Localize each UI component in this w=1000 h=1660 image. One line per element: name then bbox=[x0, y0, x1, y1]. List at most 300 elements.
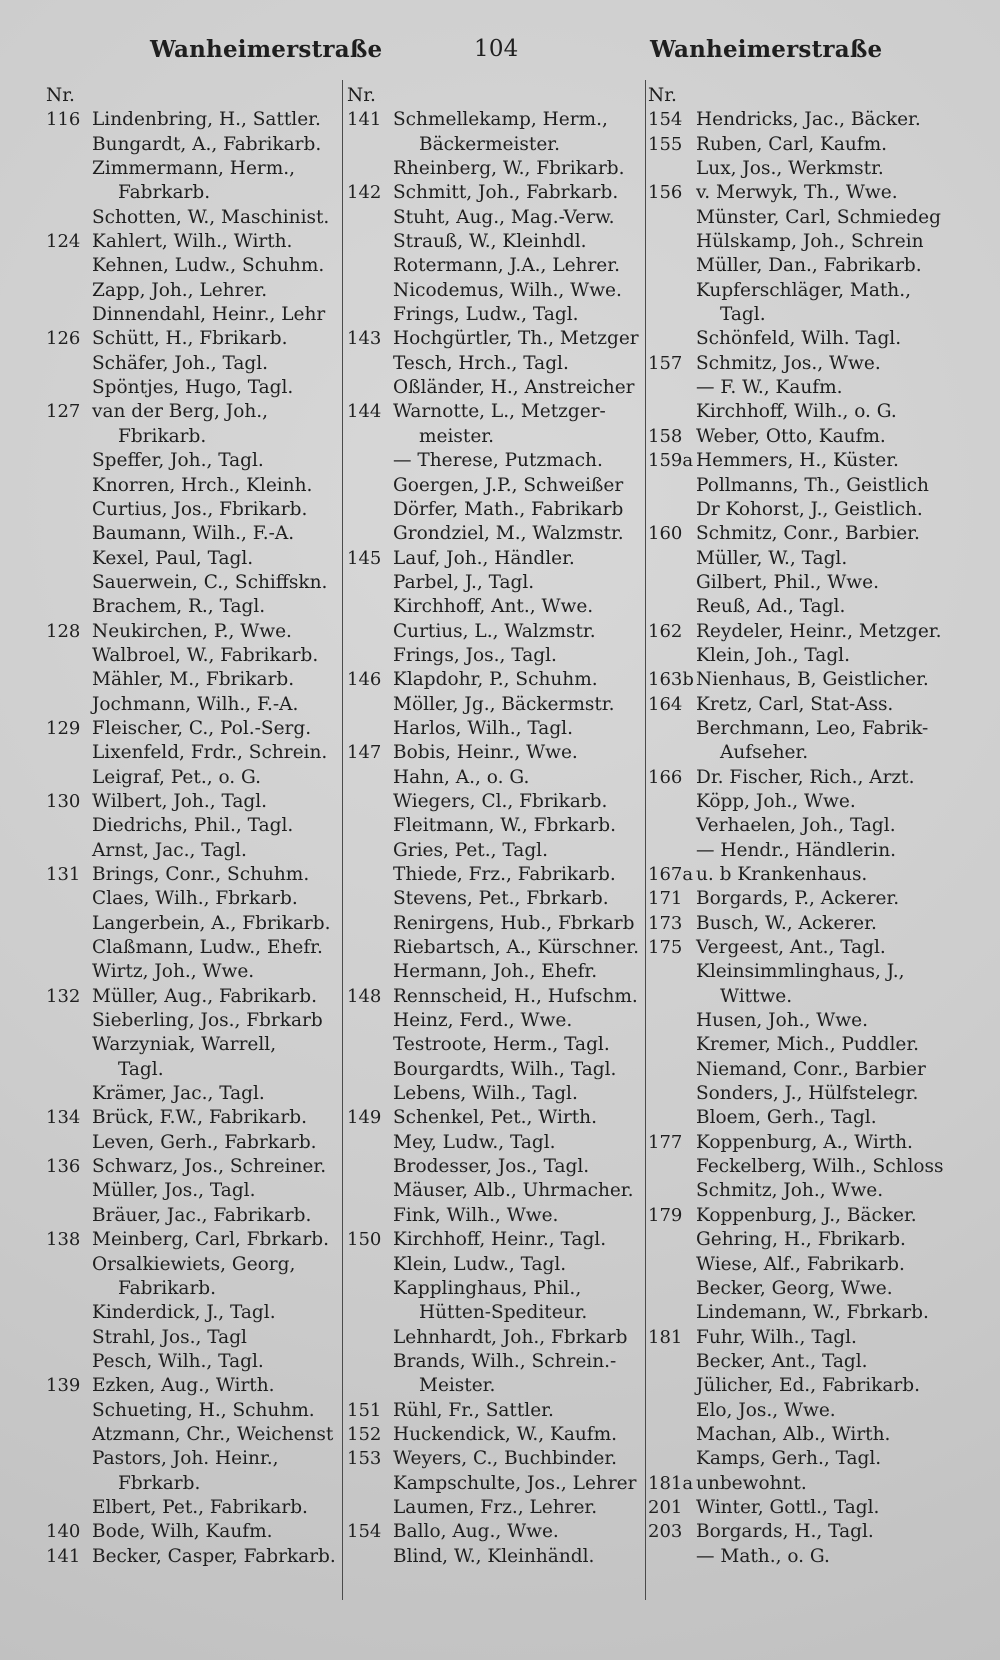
directory-entry bbox=[648, 1033, 948, 1057]
resident-text: Schenkel, Pet., Wirth. bbox=[393, 1107, 597, 1129]
resident-text: Schotten, W., Maschinist. bbox=[92, 206, 330, 228]
directory-entry bbox=[46, 376, 346, 400]
directory-entry bbox=[347, 1447, 641, 1471]
directory-entry bbox=[648, 936, 948, 960]
resident-text: Schwarz, Jos., Schreiner. bbox=[92, 1156, 327, 1178]
directory-entry bbox=[46, 1277, 346, 1301]
street-header-left: Wanheimerstraße bbox=[150, 36, 383, 63]
directory-entry bbox=[46, 522, 346, 546]
directory-entry bbox=[347, 1204, 641, 1228]
house-number: 151 bbox=[347, 1399, 382, 1421]
directory-entry bbox=[46, 181, 346, 205]
resident-text: Mähler, M., Fbrikarb. bbox=[92, 669, 295, 691]
resident-text: Mey, Ludw., Tagl. bbox=[393, 1131, 556, 1153]
directory-entry bbox=[347, 230, 641, 254]
resident-text: Elbert, Pet., Fabrikarb. bbox=[92, 1496, 308, 1518]
resident-text: Brück, F.W., Fabrikarb. bbox=[92, 1107, 307, 1129]
resident-text: Neukirchen, P., Wwe. bbox=[92, 620, 292, 642]
resident-text: Walbroel, W., Fabrikarb. bbox=[92, 644, 319, 666]
house-number: 128 bbox=[46, 620, 81, 642]
directory-entry bbox=[347, 620, 641, 644]
directory-entry bbox=[648, 1155, 948, 1179]
directory-entry bbox=[648, 1545, 948, 1569]
resident-text: Brodesser, Jos., Tagl. bbox=[393, 1156, 590, 1178]
resident-text: Dinnendahl, Heinr., Lehr bbox=[92, 304, 326, 326]
directory-entry bbox=[347, 1520, 641, 1544]
directory-entry bbox=[648, 474, 948, 498]
resident-text: Müller, W., Tagl. bbox=[696, 547, 848, 569]
directory-entry bbox=[648, 157, 948, 181]
resident-text: Kirchhoff, Heinr., Tagl. bbox=[393, 1229, 607, 1251]
directory-entry bbox=[347, 1106, 641, 1130]
directory-entry bbox=[347, 1009, 641, 1033]
directory-entry bbox=[46, 1033, 346, 1057]
resident-text: Curtius, Jos., Fbrikarb. bbox=[92, 498, 308, 520]
house-number: 159a bbox=[648, 450, 694, 472]
resident-text: Fink, Wilh., Wwe. bbox=[393, 1204, 559, 1226]
resident-text: Nienhaus, B, Geistlicher. bbox=[696, 669, 929, 691]
directory-entry bbox=[648, 1228, 948, 1252]
resident-text: Becker, Ant., Tagl. bbox=[696, 1350, 868, 1372]
resident-text: Fleitmann, W., Fbrkarb. bbox=[393, 815, 616, 837]
directory-entry bbox=[46, 912, 346, 936]
resident-text: Frings, Ludw., Tagl. bbox=[393, 304, 579, 326]
resident-text: Elo, Jos., Wwe. bbox=[696, 1399, 836, 1421]
page-number: 104 bbox=[474, 36, 519, 62]
directory-entry bbox=[648, 303, 948, 327]
resident-text: Bungardt, A., Fabrikarb. bbox=[92, 133, 322, 155]
directory-entry bbox=[347, 790, 641, 814]
directory-entry bbox=[648, 960, 948, 984]
nr-heading bbox=[46, 84, 346, 108]
directory-entry bbox=[347, 693, 641, 717]
house-number: 175 bbox=[648, 937, 683, 959]
directory-entry bbox=[46, 717, 346, 741]
directory-entry bbox=[648, 1423, 948, 1447]
directory-entry bbox=[347, 254, 641, 278]
resident-text: Gehring, H., Fbrikarb. bbox=[696, 1229, 906, 1251]
resident-text: Ezken, Aug., Wirth. bbox=[92, 1375, 275, 1397]
resident-text: Testroote, Herm., Tagl. bbox=[393, 1034, 610, 1056]
directory-entry bbox=[347, 1472, 641, 1496]
column-3 bbox=[648, 84, 948, 1654]
resident-text: Hütten-Spediteur. bbox=[419, 1302, 588, 1324]
house-number: 154 bbox=[648, 109, 683, 131]
resident-text: Dr Kohorst, J., Geistlich. bbox=[696, 498, 923, 520]
house-number: 148 bbox=[347, 985, 382, 1007]
directory-entry bbox=[648, 425, 948, 449]
directory-entry bbox=[648, 863, 948, 887]
directory-entry bbox=[648, 1399, 948, 1423]
resident-text: Hemmers, H., Küster. bbox=[696, 450, 899, 472]
resident-text: Klapdohr, P., Schuhm. bbox=[393, 669, 598, 691]
directory-entry bbox=[46, 1423, 346, 1447]
house-number: 116 bbox=[46, 109, 81, 131]
directory-entry bbox=[648, 1058, 948, 1082]
resident-text: Baumann, Wilh., F.-A. bbox=[92, 523, 295, 545]
directory-entry bbox=[46, 206, 346, 230]
directory-entry bbox=[648, 1009, 948, 1033]
directory-entry bbox=[347, 376, 641, 400]
directory-entry bbox=[648, 254, 948, 278]
resident-text: Gries, Pet., Tagl. bbox=[393, 839, 548, 861]
resident-text: Wittwe. bbox=[720, 985, 793, 1007]
house-number: 160 bbox=[648, 523, 683, 545]
directory-entry bbox=[347, 1326, 641, 1350]
directory-entry bbox=[347, 936, 641, 960]
directory-entry bbox=[46, 1228, 346, 1252]
directory-entry bbox=[46, 741, 346, 765]
house-number: 132 bbox=[46, 985, 81, 1007]
house-number: 124 bbox=[46, 231, 81, 253]
directory-entry bbox=[648, 887, 948, 911]
resident-text: Köpp, Joh., Wwe. bbox=[696, 790, 856, 812]
resident-text: Berchmann, Leo, Fabrik- bbox=[696, 717, 929, 739]
resident-text: Lindenbring, H., Sattler. bbox=[92, 109, 321, 131]
house-number: 152 bbox=[347, 1423, 382, 1445]
directory-entry bbox=[648, 1301, 948, 1325]
directory-entry bbox=[648, 1179, 948, 1203]
directory-entry bbox=[648, 133, 948, 157]
resident-text: Mäuser, Alb., Uhrmacher. bbox=[393, 1180, 634, 1202]
directory-entry bbox=[648, 985, 948, 1009]
resident-text: Borgards, P., Ackerer. bbox=[696, 888, 900, 910]
resident-text: Fbrkarb. bbox=[118, 1472, 201, 1494]
resident-text: Becker, Casper, Fabrkarb. bbox=[92, 1545, 336, 1567]
resident-text: Aufseher. bbox=[720, 742, 809, 764]
directory-entry bbox=[46, 1009, 346, 1033]
house-number: 131 bbox=[46, 864, 81, 885]
resident-text: Niemand, Conr., Barbier bbox=[696, 1058, 926, 1080]
directory-entry bbox=[46, 425, 346, 449]
directory-entry bbox=[347, 157, 641, 181]
resident-text: Münster, Carl, Schmiedeg bbox=[696, 206, 941, 228]
directory-entry bbox=[347, 1423, 641, 1447]
directory-entry bbox=[46, 936, 346, 960]
directory-entry bbox=[46, 1131, 346, 1155]
resident-text: Stuht, Aug., Mag.-Verw. bbox=[393, 206, 615, 228]
directory-entry bbox=[46, 474, 346, 498]
directory-entry bbox=[347, 960, 641, 984]
directory-entry bbox=[648, 547, 948, 571]
resident-text: Rotermann, J.A., Lehrer. bbox=[393, 255, 620, 277]
directory-entry bbox=[648, 1106, 948, 1130]
directory-entry bbox=[46, 790, 346, 814]
resident-text: Kirchhoff, Ant., Wwe. bbox=[393, 596, 594, 618]
directory-entry bbox=[46, 133, 346, 157]
directory-entry bbox=[648, 352, 948, 376]
resident-text: Rühl, Fr., Sattler. bbox=[393, 1399, 554, 1421]
directory-entry bbox=[46, 1399, 346, 1423]
house-number: 142 bbox=[347, 182, 382, 204]
resident-text: Ruben, Carl, Kaufm. bbox=[696, 133, 888, 155]
resident-text: Vergeest, Ant., Tagl. bbox=[696, 937, 886, 959]
directory-entry bbox=[648, 790, 948, 814]
directory-entry bbox=[347, 206, 641, 230]
resident-text: Brings, Conr., Schuhm. bbox=[92, 864, 310, 885]
directory-entry bbox=[46, 960, 346, 984]
directory-entry bbox=[648, 668, 948, 692]
house-number: 129 bbox=[46, 717, 81, 739]
directory-entry bbox=[648, 571, 948, 595]
house-number: 164 bbox=[648, 693, 683, 715]
house-number: 177 bbox=[648, 1131, 683, 1153]
street-header-right: Wanheimerstraße bbox=[650, 36, 883, 63]
directory-entry bbox=[46, 279, 346, 303]
resident-text: Wilbert, Joh., Tagl. bbox=[92, 790, 268, 812]
resident-text: Schäfer, Joh., Tagl. bbox=[92, 352, 269, 374]
resident-text: Feckelberg, Wilh., Schloss bbox=[696, 1156, 944, 1178]
directory-entry bbox=[648, 108, 948, 132]
directory-entry bbox=[347, 327, 641, 351]
resident-text: Schmitz, Conr., Barbier. bbox=[696, 523, 920, 545]
directory-entry bbox=[648, 1082, 948, 1106]
resident-text: Rheinberg, W., Fbrikarb. bbox=[393, 158, 625, 180]
directory-entry bbox=[46, 1301, 346, 1325]
house-number: 141 bbox=[347, 109, 382, 131]
directory-entry bbox=[46, 887, 346, 911]
house-number: 127 bbox=[46, 401, 81, 423]
resident-text: Zimmermann, Herm., bbox=[92, 158, 296, 180]
house-number: 134 bbox=[46, 1107, 81, 1129]
resident-text: Riebartsch, A., Kürschner. bbox=[393, 937, 639, 959]
resident-text: Warzyniak, Warrell, bbox=[92, 1034, 277, 1056]
directory-entry bbox=[648, 327, 948, 351]
directory-entry bbox=[347, 449, 641, 473]
resident-text: Wirtz, Joh., Wwe. bbox=[92, 961, 255, 983]
directory-entry bbox=[46, 1520, 346, 1544]
resident-text: Nicodemus, Wilh., Wwe. bbox=[393, 279, 622, 301]
resident-text: Oßländer, H., Anstreicher bbox=[393, 377, 635, 399]
directory-entry bbox=[347, 985, 641, 1009]
resident-text: Brachem, R., Tagl. bbox=[92, 596, 266, 618]
resident-text: unbewohnt. bbox=[696, 1472, 807, 1494]
resident-text: Ballo, Aug., Wwe. bbox=[393, 1521, 559, 1543]
directory-entry bbox=[46, 668, 346, 692]
resident-text: Grondziel, M., Walzmstr. bbox=[393, 523, 624, 545]
resident-text: Kupferschläger, Math., bbox=[696, 279, 911, 301]
directory-entry bbox=[347, 839, 641, 863]
directory-entry bbox=[347, 547, 641, 571]
resident-text: Fbrikarb. bbox=[118, 425, 207, 447]
resident-text: Kapplinghaus, Phil., bbox=[393, 1277, 582, 1299]
house-number: 147 bbox=[347, 742, 382, 764]
directory-entry bbox=[648, 1326, 948, 1350]
directory-entry bbox=[46, 1179, 346, 1203]
house-number: 154 bbox=[347, 1521, 382, 1543]
directory-entry bbox=[347, 1033, 641, 1057]
directory-entry bbox=[347, 522, 641, 546]
resident-text: Wiegers, Cl., Fbrikarb. bbox=[393, 790, 608, 812]
resident-text: Müller, Aug., Fabrikarb. bbox=[92, 985, 317, 1007]
resident-text: van der Berg, Joh., bbox=[92, 401, 269, 423]
resident-text: Wiese, Alf., Fabrikarb. bbox=[696, 1253, 905, 1275]
directory-entry bbox=[347, 133, 641, 157]
directory-entry bbox=[648, 839, 948, 863]
resident-text: Lux, Jos., Werkmstr. bbox=[696, 158, 884, 180]
directory-entry bbox=[46, 400, 346, 424]
directory-entry bbox=[347, 400, 641, 424]
house-number: 181 bbox=[648, 1326, 683, 1348]
directory-entry bbox=[347, 1350, 641, 1374]
directory-entry bbox=[46, 1204, 346, 1228]
house-number: 201 bbox=[648, 1496, 683, 1518]
resident-text: Warnotte, L., Metzger- bbox=[393, 401, 606, 423]
resident-text: Reuß, Ad., Tagl. bbox=[696, 596, 846, 618]
resident-text: Huckendick, W., Kaufm. bbox=[393, 1423, 618, 1445]
resident-text: Langerbein, A., Fbrikarb. bbox=[92, 912, 331, 934]
directory-entry bbox=[347, 1496, 641, 1520]
resident-text: Gilbert, Phil., Wwe. bbox=[696, 571, 879, 593]
house-number: 171 bbox=[648, 888, 683, 910]
house-number: 146 bbox=[347, 669, 382, 691]
resident-text: Koppenburg, A., Wirth. bbox=[696, 1131, 913, 1153]
directory-entry bbox=[46, 1374, 346, 1398]
resident-text: Machan, Alb., Wirth. bbox=[696, 1423, 891, 1445]
directory-entry bbox=[648, 1277, 948, 1301]
directory-entry bbox=[347, 863, 641, 887]
directory-entry bbox=[46, 449, 346, 473]
house-number: 144 bbox=[347, 401, 382, 423]
directory-entry bbox=[347, 498, 641, 522]
resident-text: Krämer, Jac., Tagl. bbox=[92, 1083, 265, 1105]
directory-entry bbox=[46, 620, 346, 644]
directory-entry bbox=[347, 1131, 641, 1155]
resident-text: Pollmanns, Th., Geistlich bbox=[696, 474, 929, 496]
resident-text: Verhaelen, Joh., Tagl. bbox=[696, 815, 896, 837]
resident-text: Kehnen, Ludw., Schuhm. bbox=[92, 255, 325, 277]
directory-entry bbox=[648, 206, 948, 230]
directory-entry bbox=[648, 717, 948, 741]
house-number: 158 bbox=[648, 425, 683, 447]
resident-text: u. b Krankenhaus. bbox=[696, 864, 868, 885]
resident-text: Schmitz, Joh., Wwe. bbox=[696, 1180, 884, 1202]
directory-entry bbox=[347, 1374, 641, 1398]
directory-entry bbox=[347, 717, 641, 741]
directory-entry bbox=[648, 181, 948, 205]
resident-text: Fabrkarb. bbox=[118, 182, 211, 204]
resident-text: Goergen, J.P., Schweißer bbox=[393, 474, 624, 496]
directory-entry bbox=[347, 814, 641, 838]
directory-entry bbox=[648, 912, 948, 936]
directory-entry bbox=[347, 1277, 641, 1301]
directory-entry bbox=[347, 303, 641, 327]
directory-entry bbox=[46, 863, 346, 887]
directory-entry bbox=[347, 279, 641, 303]
directory-entry bbox=[46, 595, 346, 619]
resident-text: Meinberg, Carl, Fbrkarb. bbox=[92, 1229, 329, 1251]
resident-text: Schmitz, Jos., Wwe. bbox=[696, 352, 881, 374]
resident-text: Hermann, Joh., Ehefr. bbox=[393, 961, 598, 983]
directory-entry bbox=[347, 1301, 641, 1325]
directory-entry bbox=[46, 985, 346, 1009]
house-number: 181a bbox=[648, 1472, 694, 1494]
directory-entry bbox=[46, 1106, 346, 1130]
directory-entry bbox=[46, 327, 346, 351]
resident-text: — Hendr., Händlerin. bbox=[696, 839, 897, 861]
directory-entry bbox=[46, 766, 346, 790]
directory-entry bbox=[46, 571, 346, 595]
resident-text: Nr. bbox=[46, 85, 75, 106]
directory-entry bbox=[46, 498, 346, 522]
directory-entry bbox=[347, 352, 641, 376]
directory-entry bbox=[46, 230, 346, 254]
resident-text: v. Merwyk, Th., Wwe. bbox=[696, 182, 898, 204]
resident-text: Kinderdick, J., Tagl. bbox=[92, 1302, 276, 1324]
resident-text: Thiede, Frz., Fabrikarb. bbox=[393, 864, 616, 885]
resident-text: Kexel, Paul, Tagl. bbox=[92, 547, 254, 569]
directory-entry bbox=[46, 1545, 346, 1569]
resident-text: — Therese, Putzmach. bbox=[393, 450, 603, 472]
resident-text: Jochmann, Wilh., F.-A. bbox=[92, 693, 299, 715]
resident-text: Blind, W., Kleinhändl. bbox=[393, 1545, 595, 1567]
resident-text: Pastors, Joh. Heinr., bbox=[92, 1448, 279, 1470]
directory-entry bbox=[648, 498, 948, 522]
directory-entry bbox=[648, 620, 948, 644]
directory-entry bbox=[648, 1350, 948, 1374]
directory-entry bbox=[46, 303, 346, 327]
resident-text: Tesch, Hrch., Tagl. bbox=[393, 352, 569, 374]
resident-text: Bobis, Heinr., Wwe. bbox=[393, 742, 578, 764]
resident-text: Klein, Joh., Tagl. bbox=[696, 644, 850, 666]
directory-entry bbox=[648, 230, 948, 254]
directory-entry bbox=[46, 254, 346, 278]
directory-entry bbox=[347, 595, 641, 619]
directory-entry bbox=[347, 1155, 641, 1179]
resident-text: Kahlert, Wilh., Wirth. bbox=[92, 231, 293, 253]
resident-text: Bourgardts, Wilh., Tagl. bbox=[393, 1058, 617, 1080]
resident-text: Pesch, Wilh., Tagl. bbox=[92, 1350, 264, 1372]
house-number: 140 bbox=[46, 1521, 81, 1543]
directory-entry bbox=[648, 644, 948, 668]
directory-entry bbox=[648, 1520, 948, 1544]
resident-text: Heinz, Ferd., Wwe. bbox=[393, 1010, 573, 1032]
directory-entry bbox=[46, 1058, 346, 1082]
house-number: 173 bbox=[648, 912, 683, 934]
directory-entry bbox=[648, 766, 948, 790]
resident-text: — Math., o. G. bbox=[696, 1545, 830, 1567]
resident-text: Hochgürtler, Th., Metzger bbox=[393, 328, 639, 350]
resident-text: Kretz, Carl, Stat-Ass. bbox=[696, 693, 894, 715]
resident-text: Arnst, Jac., Tagl. bbox=[92, 839, 247, 861]
directory-entry bbox=[648, 595, 948, 619]
house-number: 143 bbox=[347, 328, 382, 350]
directory-entry bbox=[648, 1496, 948, 1520]
directory-entry bbox=[46, 157, 346, 181]
resident-text: Sonders, J., Hülfstelegr. bbox=[696, 1083, 919, 1105]
resident-text: Hendricks, Jac., Bäcker. bbox=[696, 109, 921, 131]
resident-text: Spöntjes, Hugo, Tagl. bbox=[92, 377, 294, 399]
house-number: 155 bbox=[648, 133, 683, 155]
resident-text: Schmitt, Joh., Fabrkarb. bbox=[393, 182, 619, 204]
house-number: 166 bbox=[648, 766, 683, 788]
house-number: 162 bbox=[648, 620, 683, 642]
directory-entry bbox=[347, 571, 641, 595]
directory-entry bbox=[46, 1496, 346, 1520]
directory-entry bbox=[347, 741, 641, 765]
resident-text: Bräuer, Jac., Fabrikarb. bbox=[92, 1204, 312, 1226]
resident-text: Becker, Georg, Wwe. bbox=[696, 1277, 893, 1299]
directory-entry bbox=[648, 449, 948, 473]
resident-text: Husen, Joh., Wwe. bbox=[696, 1010, 868, 1032]
house-number: 126 bbox=[46, 328, 81, 350]
column-divider bbox=[645, 80, 646, 1600]
resident-text: Jülicher, Ed., Fabrikarb. bbox=[696, 1375, 920, 1397]
resident-text: Knorren, Hrch., Kleinh. bbox=[92, 474, 313, 496]
house-number: 130 bbox=[46, 790, 81, 812]
directory-entry bbox=[46, 1155, 346, 1179]
directory-entry bbox=[347, 1253, 641, 1277]
